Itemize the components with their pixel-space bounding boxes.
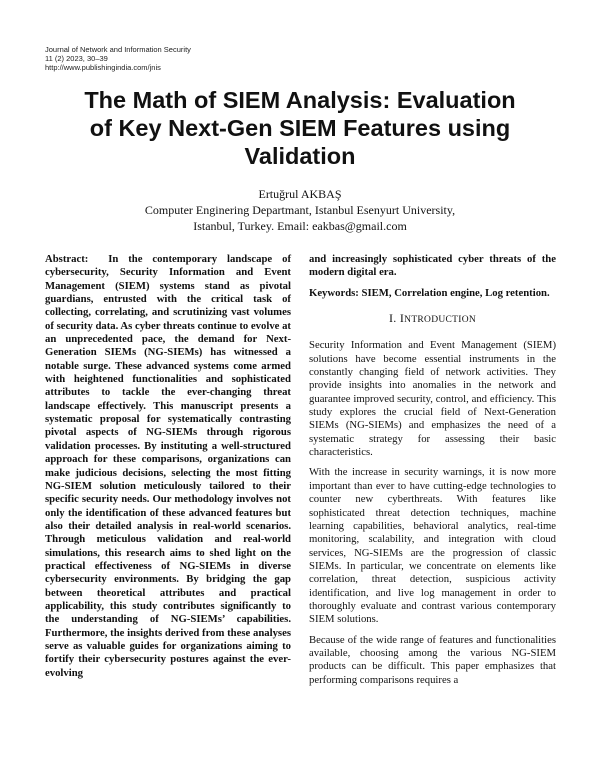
abstract: [45, 253, 291, 680]
journal-issue: 11 (2) 2023, 30–39: [45, 54, 108, 63]
intro-paragraph-3: Because of the wide range of features and functionalities available, choosing among the various NG-SIEM products can be difficult. This paper emphasizes that performing comparisons requires a: [309, 633, 556, 686]
journal-header: [45, 45, 191, 72]
paper-title: [40, 86, 560, 170]
journal-url[interactable]: http://www.publishingindia.com/jnis: [45, 63, 161, 72]
author-affiliation-1: Computer Enginering Departmant, Istanbul Esenyurt University,: [144, 203, 456, 217]
abstract-label: Abstract:: [45, 253, 89, 265]
section-title-initial: I: [399, 311, 405, 326]
title-line-3: Validation: [244, 143, 356, 169]
abstract-continuation: and increasingly sophisticated cyber threats of the modern digital era.: [309, 253, 556, 279]
left-column: [45, 253, 291, 680]
author-affiliation-2: Istanbul, Turkey. Email: eakbas@gmail.com: [193, 219, 407, 233]
author-block: [40, 186, 560, 234]
keywords-label: Keywords:: [309, 286, 359, 299]
section-heading-introduction: [309, 312, 556, 327]
keywords-text: SIEM, Correlation engine, Log retention.: [361, 286, 550, 299]
title-line-2: of Key Next-Gen SIEM Features using: [89, 115, 511, 141]
right-column: [309, 253, 556, 694]
author-name: Ertuğrul AKBAŞ: [258, 187, 342, 201]
section-title-rest: NTRODUCTION: [404, 315, 477, 326]
keywords: [309, 287, 556, 300]
abstract-text: In the contemporary landscape of cybersecurity, Security Information and Event Management (SIEM) systems stand as pivotal guardians, entrusted with the critical task of collecting, correlating, and scrutinizing vast volumes of security data. As cyber threats continue to evolve at an unprecedented pace, the demand for Next-Generation SIEMs (NG-SIEMs) has witnessed a notable surge. These advanced systems come armed with heightened functionalities and sophisticated attributes to tackle the ever-changing threat landscape effectively. This manuscript presents a systematic proposal for systematically contrasting pivotal aspects of NG-SIEMs through rigorous validation processes. By instituting a well-structured approach for these comparisons, organizations can make judicious decisions, selecting the most fitting NG-SIEM solution meticulously tailored to their specific security needs. Our methodology involves not only the identification of these advanced features but also their detailed analysis in real-world scenarios. Through meticulous validation and real-world simulations, this research aims to shed light on the practical effectiveness of NG-SIEMs in diverse cybersecurity environments. By bridging the gap between theoretical attributes and practical applicability, this study contributes significantly to the understanding of NG-SIEMs’ capabilities. Furthermore, the insights derived from these analyses serve as valuable guides for organizations aiming to fortify their cybersecurity postures against the ever-evolving: [45, 253, 291, 679]
intro-paragraph-2: With the increase in security warnings, it is now more important than ever to have cutting-edge technologies to counter new cyberthreats. With features like sophisticated threat detection techniques, machine learning capabilities, behavioral analytics, real-time monitoring, scalability, and integration with cloud services, NG-SIEMs are the progression of classic SIEMs. In particular, we concentrate on elements like correlation, threat detection, suspicious activity identification, and live log management in order to thoroughly evaluate and contrast various contemporary SIEM solutions.: [309, 466, 556, 626]
intro-paragraph-1: Security Information and Event Management (SIEM) solutions have become essential instruments in the constantly changing field of network activities. They provide insights into anomalies in the network and guarantee improved security, control, and efficiency. This study explores the crucial field of Next-Generation SIEMs (NG-SIEMs) and emphasizes the need of a systematic strategy for assessing their basic characteristics.: [309, 339, 556, 459]
section-numeral: I.: [388, 311, 397, 326]
journal-name: Journal of Network and Information Security: [45, 45, 191, 54]
title-line-1: The Math of SIEM Analysis: Evaluation: [84, 87, 516, 113]
